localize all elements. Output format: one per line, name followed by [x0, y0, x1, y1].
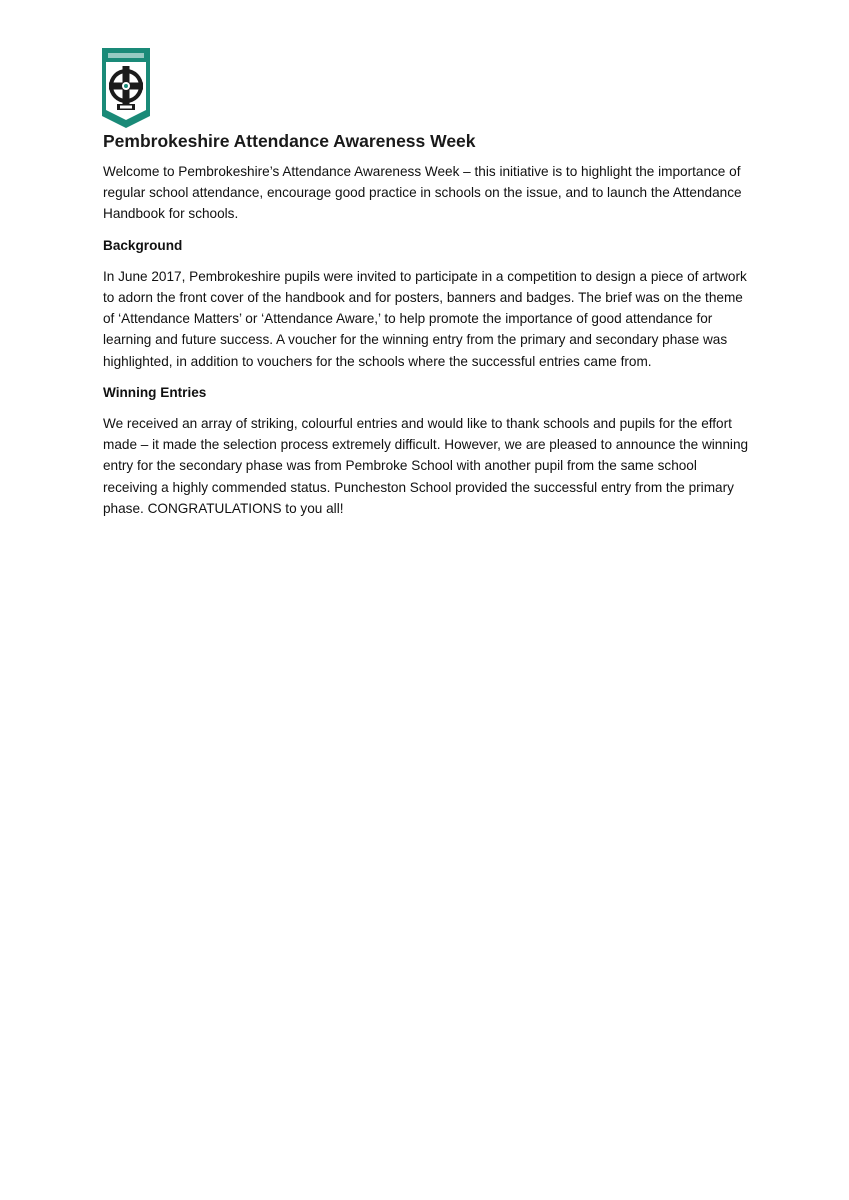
document-body [103, 130, 753, 529]
council-crest-icon [100, 48, 152, 128]
winning-entries-paragraph: We received an array of striking, colourful entries and would like to thank schools and pupils for the effort made – it made the selection process extremely difficult. However, we are pleased to announce the winning entry for the secondary phase was from Pembroke School with another pupil from the same school receiving a highly commended status. Puncheston School provided the successful entry from the primary phase. CONGRATULATIONS to you all! [103, 416, 749, 516]
section-heading-background: Background [103, 237, 183, 253]
section-heading-winning-entries: Winning Entries [103, 384, 207, 400]
intro-paragraph: Welcome to Pembrokeshire’s Attendance Awareness Week – this initiative is to highlight the importance of regular school attendance, encourage good practice in schools on the issue, and to launch the Attendance Handbook for schools. [103, 164, 742, 222]
background-paragraph: In June 2017, Pembrokeshire pupils were invited to participate in a competition to design a piece of artwork to adorn the front cover of the handbook and for posters, banners and badges. The brief was on the theme of ‘Attendance Matters’ or ‘Attendance Aware,’ to help promote the importance of good attendance for learning and future success. A voucher for the winning entry from the primary and secondary phase was highlighted, in addition to vouchers for the schools where the successful entries came from. [103, 268, 747, 369]
document-title: Pembrokeshire Attendance Awareness Week [103, 131, 476, 151]
